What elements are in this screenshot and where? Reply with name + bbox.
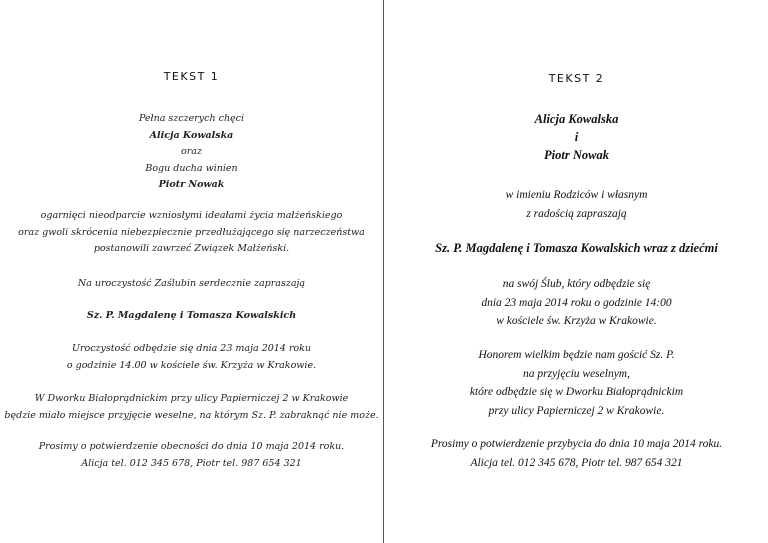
text-line: o godzinie 14.00 w kościele św. Krzyża w Krakowie. — [66, 359, 317, 371]
left-ceremony — [0, 341, 383, 374]
right-intro — [385, 186, 768, 223]
conjunction: oraz — [181, 146, 202, 157]
intro-line: Pełna szczerych chęci — [138, 113, 245, 124]
page-divider — [383, 0, 384, 543]
text-line: ogarnięci nieodparcie wzniosłymi ideałami życia małżeńskiego — [40, 210, 343, 221]
left-invite — [0, 276, 383, 293]
text-line: Alicja tel. 012 345 678, Piotr tel. 987 654 321 — [81, 457, 302, 469]
left-heading: TEKST 1 — [163, 70, 220, 83]
right-heading: TEKST 2 — [548, 72, 605, 85]
text-line: będzie miało miejsce przyjęcie weselne, na którym Sz. P. zabraknąć nie może. — [4, 409, 379, 421]
text-line: oraz gwoli skrócenia niebezpiecznie przedłużającego się narzeczeństwa — [18, 226, 365, 238]
text-line: na przyjęciu weselnym, — [523, 367, 630, 380]
text-line: Prosimy o potwierdzenie przybycia do dnia 10 maja 2014 roku. — [430, 438, 723, 450]
right-ceremony — [385, 275, 768, 331]
text-line: Honorem wielkim będzie nam gościć Sz. P. — [478, 349, 675, 361]
text-line: postanowili zawrzeć Związek Małżeński. — [93, 243, 290, 254]
text-line: które odbędzie się w Dworku Białoprądnickim — [469, 386, 684, 398]
conjunction: i — [574, 130, 579, 144]
text-line: dnia 23 maja 2014 roku o godzinie 14:00 — [481, 296, 672, 309]
text-line: w kościele św. Krzyża w Krakowie. — [496, 315, 657, 327]
left-intro — [0, 111, 383, 194]
guest-names: Sz. P. Magdalenę i Tomasza Kowalskich wraz z dziećmi — [435, 241, 718, 255]
right-names — [385, 109, 768, 165]
left-reception — [0, 391, 383, 424]
text-line: z radością zapraszają — [526, 207, 627, 220]
text-line: Alicja tel. 012 345 678, Piotr tel. 987 654 321 — [470, 456, 683, 469]
text-line: na swój Ślub, który odbędzie się — [502, 278, 651, 290]
text-line: przy ulicy Papierniczej 2 w Krakowie. — [488, 404, 665, 417]
groom-name: Piotr Nowak — [158, 179, 225, 190]
bride-name: Alicja Kowalska — [149, 129, 234, 141]
text-line: w imieniu Rodziców i własnym — [505, 189, 648, 201]
left-page — [0, 0, 383, 543]
right-guests — [385, 237, 768, 259]
text-line: Prosimy o potwierdzenie obecności do dnia 10 maja 2014 roku. — [38, 441, 345, 452]
groom-name: Piotr Nowak — [544, 148, 609, 162]
guest-names: Sz. P. Magdalenę i Tomasza Kowalskich — [86, 310, 297, 321]
right-rsvp — [385, 435, 768, 472]
left-paragraph — [0, 208, 383, 258]
intro-line: Bogu ducha winien — [145, 162, 238, 174]
right-page — [385, 0, 768, 543]
bride-name: Alicja Kowalska — [534, 112, 619, 126]
text-line: Uroczystość odbędzie się dnia 23 maja 2014 roku — [71, 343, 312, 354]
invite-line: Na uroczystość Zaślubin serdecznie zapraszają — [77, 278, 306, 289]
text-line: W Dworku Białoprądnickim przy ulicy Papierniczej 2 w Krakowie — [34, 393, 349, 404]
left-rsvp — [0, 439, 383, 472]
right-reception — [385, 346, 768, 420]
left-guests — [0, 308, 383, 325]
